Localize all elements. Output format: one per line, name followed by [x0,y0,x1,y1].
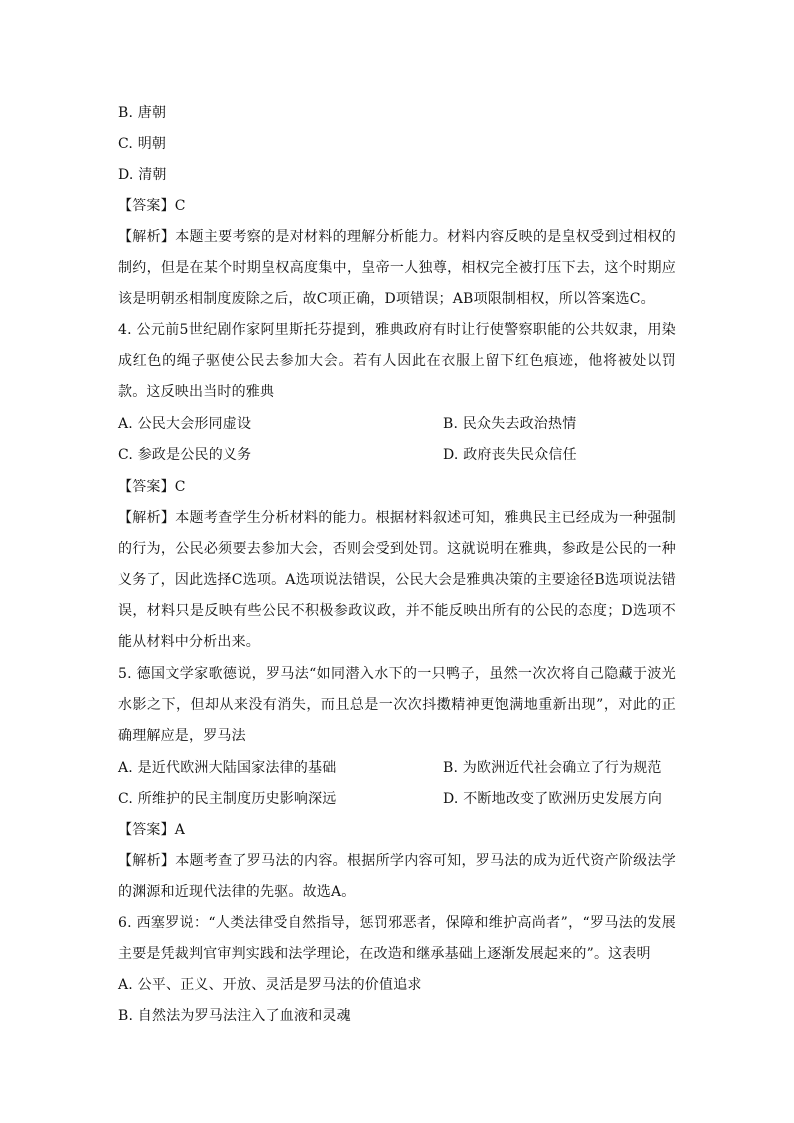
q5-analysis: 【解析】本题考查了罗马法的内容。根据所学内容可知，罗马法的成为近代资产阶级法学的渊源和近现代法律的先驱。故选A。 [118,853,676,900]
q4-option-a: A. 公民大会形同虚设 [118,416,252,432]
q6-stem: 6. 西塞罗说：“人类法律受自然指导，惩罚邪恶者，保障和维护高尚者”，“罗马法的发展主要是凭裁判官审判实践和法学理论，在改造和继承基础上逐渐发展起来的”。这表明 [118,915,676,962]
q3-option-b: B. 唐朝 [118,105,167,121]
q4-stem: 4. 公元前5世纪剧作家阿里斯托芬提到，雅典政府有时让行使警察职能的公共奴隶，用染成红色的绳子驱使公民去参加大会。若有人因此在衣服上留下红色痕迹，他将被处以罚款。这反映出当时的雅典 [118,322,676,400]
q3-analysis: 【解析】本题主要考察的是对材料的理解分析能力。材料内容反映的是皇权受到过相权的制约，但是在某个时期皇权高度集中，皇帝一人独尊，相权完全被打压下去，这个时期应该是明朝丞相制度废除之后，故C项正确，D项错误；AB项限制相权，所以答案选C。 [118,229,676,307]
q4-answer: 【答案】C [118,479,186,495]
q3-option-c: C. 明朝 [118,136,167,152]
q5-answer: 【答案】A [118,822,186,838]
q3-answer: 【答案】C [118,198,186,214]
q5-option-b: B. 为欧洲近代社会确立了行为规范 [443,760,662,776]
q5-option-a: A. 是近代欧洲大陆国家法律的基础 [118,760,337,776]
q4-analysis: 【解析】本题考查学生分析材料的能力。根据材料叙述可知，雅典民主已经成为一种强制的行为，公民必须要去参加大会，否则会受到处罚。这就说明在雅典，参政是公民的一种义务了，因此选择C选项。A选项说法错误，公民大会是雅典决策的主要途径B选项说法错误，材料只是反映有些公民不积极参政议政，并不能反映出所有的公民的态度；D选项不能从材料中分析出来。 [118,510,676,650]
q4-option-d: D. 政府丧失民众信任 [443,447,577,463]
q3-option-d: D. 清朝 [118,167,167,183]
q6-option-a: A. 公平、正义、开放、灵活是罗马法的价值追求 [118,977,422,993]
q5-option-d: D. 不断地改变了欧洲历史发展方向 [443,791,663,807]
q4-option-c: C. 参政是公民的义务 [118,447,252,463]
q4-option-b: B. 民众失去政治热情 [443,416,577,432]
q5-option-c: C. 所维护的民主制度历史影响深远 [118,791,337,807]
q5-stem: 5. 德国文学家歌德说，罗马法“如同潜入水下的一只鸭子，虽然一次次将自己隐藏于波光水影之下，但却从来没有消失，而且总是一次次抖擞精神更饱满地重新出现”，对此的正确理解应是，罗马法 [118,666,676,744]
q6-option-b: B. 自然法为罗马法注入了血液和灵魂 [118,1008,351,1024]
